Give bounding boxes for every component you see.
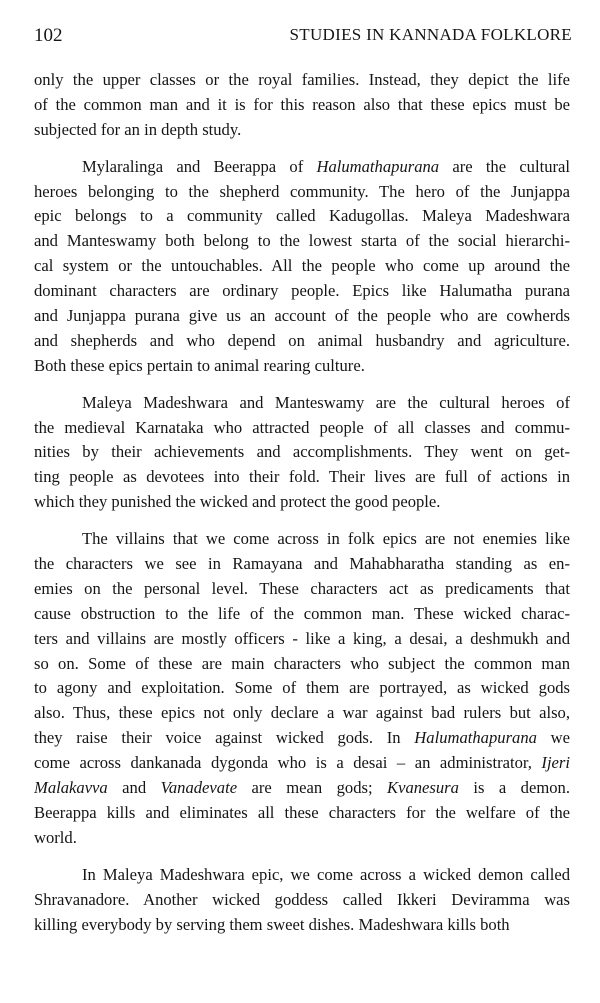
text-run: also. Thus, these epics not only declare a war against bad rulers but also, [34, 703, 570, 723]
paragraph [34, 391, 570, 515]
text-run: so on. Some of these are main characters who subject the common man [34, 653, 570, 673]
text-run: subjected for an in depth study. [34, 119, 242, 139]
paragraph-gap [34, 379, 570, 391]
text-line [34, 888, 570, 913]
text-run: The villains that we come across in folk epics are not enemies like [82, 529, 570, 549]
text-line [34, 304, 570, 329]
text-run: to agony and exploitation. Some of them are portrayed, as wicked gods [34, 678, 570, 698]
text-run: nities by their achievements and accomplishments. They went on get- [34, 442, 570, 462]
text-run: are mean gods; [237, 778, 388, 798]
text-run: the characters we see in Ramayana and Mahabharatha standing as en- [34, 554, 570, 574]
text-line [34, 440, 570, 465]
text-line [34, 416, 570, 441]
text-run: we [536, 728, 570, 748]
text-run: emies on the personal level. These characters act as predicaments that [34, 578, 570, 598]
text-run: killing everybody by serving them sweet dishes. Madeshwara kills both [34, 914, 510, 934]
paragraph [34, 527, 570, 851]
text-run: Both these epics pertain to animal rearing culture. [34, 355, 365, 375]
text-run: heroes belonging to the shepherd community. The hero of the Junjappa [34, 181, 570, 201]
text-line [34, 254, 570, 279]
text-line [34, 180, 570, 205]
text-line [34, 527, 570, 552]
paragraph-gap [34, 143, 570, 155]
text-run: cal system or the untouchables. All the people who come up around the [34, 256, 570, 276]
text-run: dominant characters are ordinary people. Epics like Halumatha purana [34, 281, 570, 301]
text-line [34, 329, 570, 354]
text-run: In Maleya Madeshwara epic, we come across a wicked demon called [82, 864, 570, 884]
text-line [34, 676, 570, 701]
text-run: cause obstruction to the life of the common man. These wicked charac- [34, 603, 570, 623]
text-run: epic belongs to a community called Kadugollas. Maleya Madeshwara [34, 206, 570, 226]
text-line [34, 863, 570, 888]
text-run: and Junjappa purana give us an account of the people who are cowherds [34, 306, 570, 326]
text-run: which they punished the wicked and protect the good people. [34, 492, 441, 512]
text-line [34, 552, 570, 577]
text-run: of the common man and it is for this reason also that these epics must be [34, 94, 570, 114]
page-header [34, 25, 572, 49]
text-line [34, 155, 570, 180]
text-line [34, 465, 570, 490]
text-line [34, 913, 570, 938]
text-line [34, 93, 570, 118]
text-line [34, 577, 570, 602]
text-line [34, 391, 570, 416]
paragraph-gap [34, 851, 570, 863]
text-run: they raise their voice against wicked gods. In [34, 728, 415, 748]
text-run: Beerappa kills and eliminates all these characters for the welfare of the [34, 802, 570, 822]
text-line [34, 118, 570, 143]
text-run: world. [34, 827, 77, 847]
text-line [34, 68, 570, 93]
text-run: are the cultural [439, 156, 571, 176]
text-run: the medieval Karnataka who attracted people of all classes and commu- [34, 417, 570, 437]
italic-term: Malakavva [34, 778, 108, 798]
text-line [34, 652, 570, 677]
page-number: 102 [34, 25, 63, 46]
text-run: ters and villains are mostly officers - like a king, a desai, a deshmukh and [34, 628, 570, 648]
text-line [34, 627, 570, 652]
text-line [34, 776, 570, 801]
text-run: only the upper classes or the royal families. Instead, they depict the life [34, 70, 570, 89]
text-run: and [107, 778, 161, 798]
text-line [34, 701, 570, 726]
text-run: and Manteswamy both belong to the lowest starta of the social hierarchi- [34, 231, 570, 251]
italic-term: Halumathapurana [316, 156, 440, 176]
text-run: Maleya Madeshwara and Manteswamy are the cultural heroes of [82, 392, 570, 412]
paragraph [34, 68, 570, 143]
text-run: is a demon. [458, 778, 570, 798]
text-line [34, 204, 570, 229]
text-line [34, 751, 570, 776]
text-line [34, 279, 570, 304]
paragraph [34, 155, 570, 379]
text-run: ting people as devotees into their fold. Their lives are full of actions in [34, 467, 570, 487]
text-line [34, 354, 570, 379]
paragraph [34, 863, 570, 938]
running-title: STUDIES IN KANNADA FOLKLORE [289, 25, 572, 44]
italic-term: Vanadevate [160, 778, 238, 798]
italic-term: Ijeri [541, 753, 570, 773]
body-text [34, 68, 570, 937]
text-line [34, 726, 570, 751]
text-run: and shepherds and who depend on animal husbandry and agriculture. [34, 330, 570, 350]
text-line [34, 602, 570, 627]
italic-term: Halumathapurana [414, 728, 537, 748]
text-line [34, 490, 570, 515]
text-line [34, 801, 570, 826]
text-run: Mylaralinga and Beerappa of [82, 156, 317, 176]
italic-term: Kvanesura [387, 778, 459, 798]
text-run: come across dankanada dygonda who is a desai – an administrator, [34, 753, 542, 773]
text-line [34, 229, 570, 254]
text-run: Shravanadore. Another wicked goddess called Ikkeri Deviramma was [34, 889, 570, 909]
paragraph-gap [34, 515, 570, 527]
text-line [34, 826, 570, 851]
